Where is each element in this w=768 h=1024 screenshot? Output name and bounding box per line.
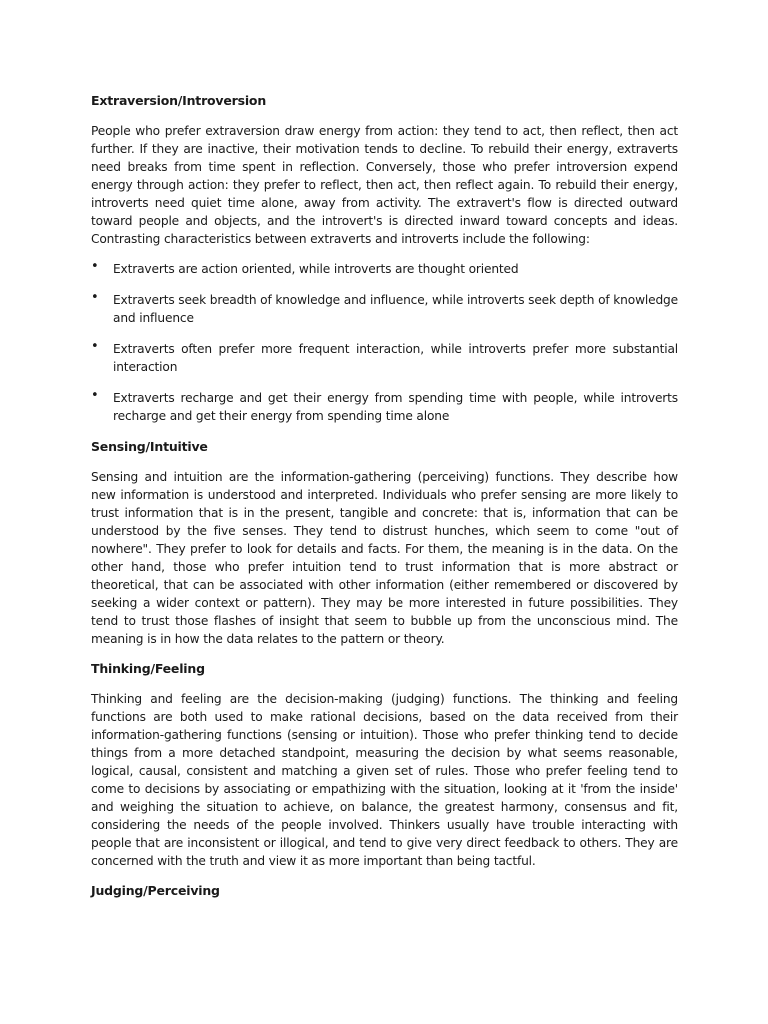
section-paragraph-thinking-feeling: Thinking and feeling are the decision-making (judging) functions. The thinking and feeling functions are both used to make rational decisions, based on the data received from their information-gathering functions (sensing or intuition). Those who prefer thinking tend to decide things from a more detached standpoint, measuring the decision by what seems reasonable, logical, causal, consistent and matching a given set of rules. Those who prefer feeling tend to come to decisions by associating or empathizing with the situation, looking at it 'from the inside' and weighing the situation to achieve, on balance, the greatest harmony, consensus and fit, considering the needs of the people involved. Thinkers usually have trouble interacting with people that are inconsistent or illogical, and tend to give very direct feedback to others. They are concerned with the truth and view it as more important than being tactful. <box>91 692 678 868</box>
list-item-text: Extraverts seek breadth of knowledge and influence, while introverts seek depth of knowledge and influence <box>113 293 678 325</box>
bullet-icon: • <box>91 388 99 403</box>
document-page <box>91 92 678 912</box>
list-item <box>91 340 678 376</box>
section-paragraph-sensing-intuitive: Sensing and intuition are the information-gathering (perceiving) functions. They describe how new information is understood and interpreted. Individuals who prefer sensing are more likely to trust information that is in the present, tangible and concrete: that is, information that can be understood by the five senses. They tend to distrust hunches, which seem to come "out of nowhere". They prefer to look for details and facts. For them, the meaning is in the data. On the other hand, those who prefer intuition tend to trust information that is more abstract or theoretical, that can be associated with other information (either remembered or discovered by seeking a wider context or pattern). They may be more interested in future possibilities. They tend to trust those flashes of insight that seem to bubble up from the unconscious mind. The meaning is in how the data relates to the pattern or theory. <box>91 470 678 646</box>
list-item-text: Extraverts often prefer more frequent interaction, while introverts prefer more substantial interaction <box>113 342 678 374</box>
section-heading-judging-perceiving: Judging/Perceiving <box>91 883 220 898</box>
section-heading-thinking-feeling: Thinking/Feeling <box>91 661 205 676</box>
section-paragraph-extraversion-introversion: People who prefer extraversion draw energy from action: they tend to act, then reflect, then act further. If they are inactive, their motivation tends to decline. To rebuild their energy, extraverts need breaks from time spent in reflection. Conversely, those who prefer introversion expend energy through action: they prefer to reflect, then act, then reflect again. To rebuild their energy, introverts need quiet time alone, away from activity. The extravert's flow is directed outward toward people and objects, and the introvert's is directed inward toward concepts and ideas. Contrasting characteristics between extraverts and introverts include the following: <box>91 124 678 246</box>
bullet-list <box>91 260 678 425</box>
list-item <box>91 260 678 278</box>
list-item-text: Extraverts are action oriented, while introverts are thought oriented <box>113 262 519 276</box>
bullet-icon: • <box>91 259 99 274</box>
section-heading-extraversion-introversion: Extraversion/Introversion <box>91 93 267 108</box>
list-item <box>91 291 678 327</box>
list-item <box>91 389 678 425</box>
section-heading-sensing-intuitive: Sensing/Intuitive <box>91 439 208 454</box>
list-item-text: Extraverts recharge and get their energy from spending time with people, while introverts recharge and get their energy from spending time alone <box>113 391 678 423</box>
bullet-icon: • <box>91 339 99 354</box>
bullet-icon: • <box>91 290 99 305</box>
